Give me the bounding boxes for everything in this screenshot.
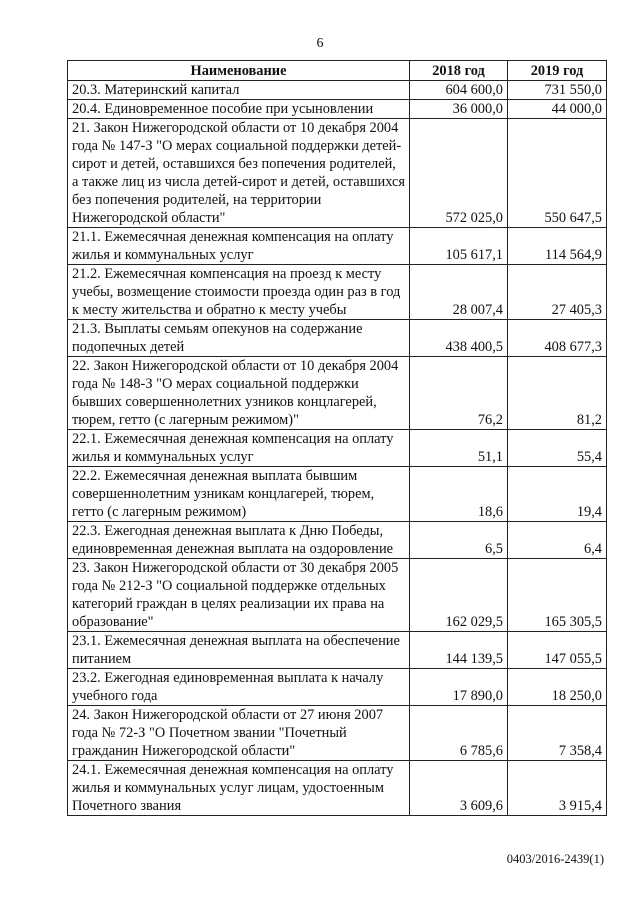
- table-header-row: [68, 61, 607, 81]
- row-name: 24. Закон Нижегородской области от 27 июня 2007 года № 72-З "О Почетном звании "Почетный гражданин Нижегородской области": [68, 706, 410, 761]
- header-2018: 2018 год: [410, 61, 508, 81]
- row-value-2019: 6,4: [508, 522, 607, 559]
- table-row: [68, 632, 607, 669]
- row-value-2018: 105 617,1: [410, 228, 508, 265]
- row-value-2019: 44 000,0: [508, 100, 607, 119]
- table-row: [68, 100, 607, 119]
- row-name: 24.1. Ежемесячная денежная компенсация на оплату жилья и коммунальных услуг лицам, удостоенным Почетного звания: [68, 761, 410, 816]
- row-value-2018: 36 000,0: [410, 100, 508, 119]
- row-value-2018: 3 609,6: [410, 761, 508, 816]
- document-code: 0403/2016-2439(1): [506, 852, 604, 866]
- row-value-2018: 17 890,0: [410, 669, 508, 706]
- table-row: [68, 706, 607, 761]
- row-value-2018: 28 007,4: [410, 265, 508, 320]
- row-value-2018: 144 139,5: [410, 632, 508, 669]
- row-value-2018: 6,5: [410, 522, 508, 559]
- row-value-2019: 19,4: [508, 467, 607, 522]
- row-name: 21. Закон Нижегородской области от 10 декабря 2004 года № 147-З "О мерах социальной поддержки детей-сирот и детей, оставшихся без попечения родителей, а также лиц из числа детей-сирот и детей, оставшихся без попечения родителей, на территории Нижегородской области": [68, 119, 410, 228]
- header-2019: 2019 год: [508, 61, 607, 81]
- row-value-2018: 6 785,6: [410, 706, 508, 761]
- table-row: [68, 320, 607, 357]
- row-value-2018: 438 400,5: [410, 320, 508, 357]
- row-value-2018: 18,6: [410, 467, 508, 522]
- row-name: 22.3. Ежегодная денежная выплата к Дню Победы, единовременная денежная выплата на оздоровление: [68, 522, 410, 559]
- row-name: 20.4. Единовременное пособие при усыновлении: [68, 100, 410, 119]
- row-value-2019: 55,4: [508, 430, 607, 467]
- row-value-2018: 51,1: [410, 430, 508, 467]
- row-value-2018: 572 025,0: [410, 119, 508, 228]
- table-row: [68, 669, 607, 706]
- row-name: 23.2. Ежегодная единовременная выплата к началу учебного года: [68, 669, 410, 706]
- row-name: 22.2. Ежемесячная денежная выплата бывшим совершеннолетним узникам концлагерей, тюрем, гетто (с лагерным режимом): [68, 467, 410, 522]
- table-row: [68, 119, 607, 228]
- row-name: 21.1. Ежемесячная денежная компенсация на оплату жилья и коммунальных услуг: [68, 228, 410, 265]
- table-row: [68, 430, 607, 467]
- row-name: 20.3. Материнский капитал: [68, 81, 410, 100]
- table-row: [68, 81, 607, 100]
- table-row: [68, 559, 607, 632]
- budget-table: [67, 60, 607, 816]
- row-value-2019: 3 915,4: [508, 761, 607, 816]
- table-row: [68, 522, 607, 559]
- row-value-2019: 408 677,3: [508, 320, 607, 357]
- row-name: 23. Закон Нижегородской области от 30 декабря 2005 года № 212-З "О социальной поддержке отдельных категорий граждан в целях реализации их права на образование": [68, 559, 410, 632]
- table-row: [68, 265, 607, 320]
- row-value-2018: 162 029,5: [410, 559, 508, 632]
- table-row: [68, 357, 607, 430]
- row-value-2019: 147 055,5: [508, 632, 607, 669]
- table-row: [68, 761, 607, 816]
- page-number: 6: [316, 36, 324, 51]
- row-value-2018: 76,2: [410, 357, 508, 430]
- row-value-2019: 550 647,5: [508, 119, 607, 228]
- row-value-2019: 81,2: [508, 357, 607, 430]
- row-value-2019: 165 305,5: [508, 559, 607, 632]
- row-value-2019: 731 550,0: [508, 81, 607, 100]
- row-name: 22. Закон Нижегородской области от 10 декабря 2004 года № 148-З "О мерах социальной поддержки бывших совершеннолетних узников концлагерей, тюрем, гетто (с лагерным режимом)": [68, 357, 410, 430]
- table-row: [68, 467, 607, 522]
- row-value-2019: 27 405,3: [508, 265, 607, 320]
- row-value-2019: 114 564,9: [508, 228, 607, 265]
- row-name: 21.2. Ежемесячная компенсация на проезд к месту учебы, возмещение стоимости проезда один раз в год к месту жительства и обратно к месту учебы: [68, 265, 410, 320]
- row-value-2019: 7 358,4: [508, 706, 607, 761]
- row-value-2018: 604 600,0: [410, 81, 508, 100]
- header-name: Наименование: [68, 61, 410, 81]
- row-name: 22.1. Ежемесячная денежная компенсация на оплату жилья и коммунальных услуг: [68, 430, 410, 467]
- row-value-2019: 18 250,0: [508, 669, 607, 706]
- row-name: 23.1. Ежемесячная денежная выплата на обеспечение питанием: [68, 632, 410, 669]
- table-row: [68, 228, 607, 265]
- row-name: 21.3. Выплаты семьям опекунов на содержание подопечных детей: [68, 320, 410, 357]
